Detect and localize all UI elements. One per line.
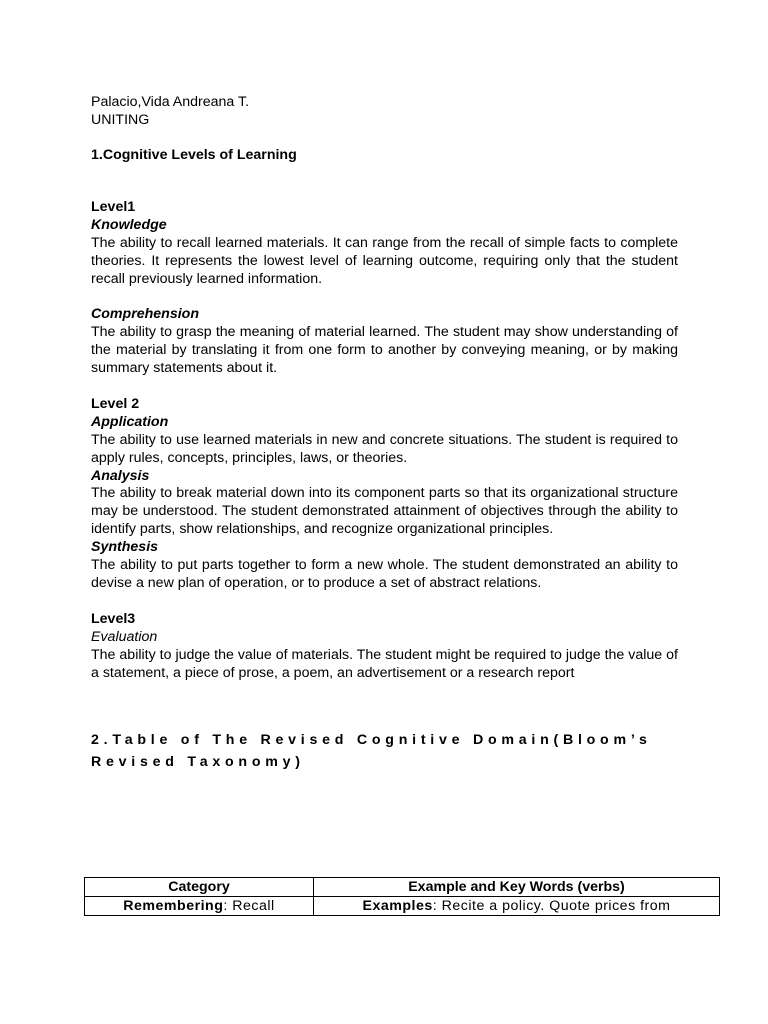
section-2-title [91, 729, 691, 773]
level-1-label: Level1 [91, 199, 136, 215]
application-heading: Application [91, 413, 169, 430]
application-paragraph: The ability to use learned materials in new and concrete situations. The student is required to apply rules, concepts, principles, laws, or theories. [91, 431, 678, 466]
synthesis-heading: Synthesis [91, 539, 159, 556]
examples-text: : Recite a policy. Quote prices from [432, 898, 671, 914]
section-1-title: 1.Cognitive Levels of Learning [91, 147, 297, 163]
section-2-title-line-1: 2.Table of The Revised Cognitive Domain(Bloom’s [91, 732, 652, 748]
evaluation-paragraph: The ability to judge the value of materials. The student might be required to judge the value of a statement, a piece of prose, a poem, an advertisement or a research report [91, 646, 678, 681]
blooms-taxonomy-table [84, 877, 720, 916]
examples-column-header: Example and Key Words (verbs) [314, 878, 720, 897]
knowledge-heading: Knowledge [91, 216, 167, 233]
course-name: UNITING [91, 112, 150, 128]
author-name: Palacio,Vida Andreana T. [91, 94, 250, 110]
table-row [85, 897, 720, 916]
examples-cell [314, 897, 720, 916]
document-header [91, 93, 249, 129]
knowledge-paragraph: The ability to recall learned materials. It can range from the recall of simple facts to complete theories. It represents the lowest level of learning outcome, requiring only that the student recall previously learned information. [91, 234, 678, 287]
section-2-title-line-2: Revised Taxonomy) [91, 754, 305, 770]
table-header-row [85, 878, 720, 897]
analysis-paragraph: The ability to break material down into its component parts so that its organizational structure may be understood. The student demonstrated attainment of objectives through the ability to identify parts, show relationships, and recognize organizational principles. [91, 485, 678, 538]
analysis-heading: Analysis [91, 467, 150, 484]
examples-label: Examples [362, 898, 433, 914]
comprehension-paragraph: The ability to grasp the meaning of material learned. The student may show understanding of the material by translating it from one form to another by conveying meaning, or by making summary statements about it. [91, 324, 678, 377]
level-2-label: Level 2 [91, 395, 140, 412]
level-3-label: Level3 [91, 610, 136, 627]
category-description: : Recall [223, 898, 275, 914]
levels-content [91, 199, 678, 682]
category-name: Remembering [123, 898, 224, 914]
category-column-header: Category [85, 878, 314, 897]
evaluation-heading: Evaluation [91, 628, 158, 645]
category-cell [85, 897, 314, 916]
synthesis-paragraph: The ability to put parts together to form a new whole. The student demonstrated an ability to devise a new plan of operation, or to produce a set of abstract relations. [91, 557, 678, 591]
comprehension-heading: Comprehension [91, 306, 199, 323]
